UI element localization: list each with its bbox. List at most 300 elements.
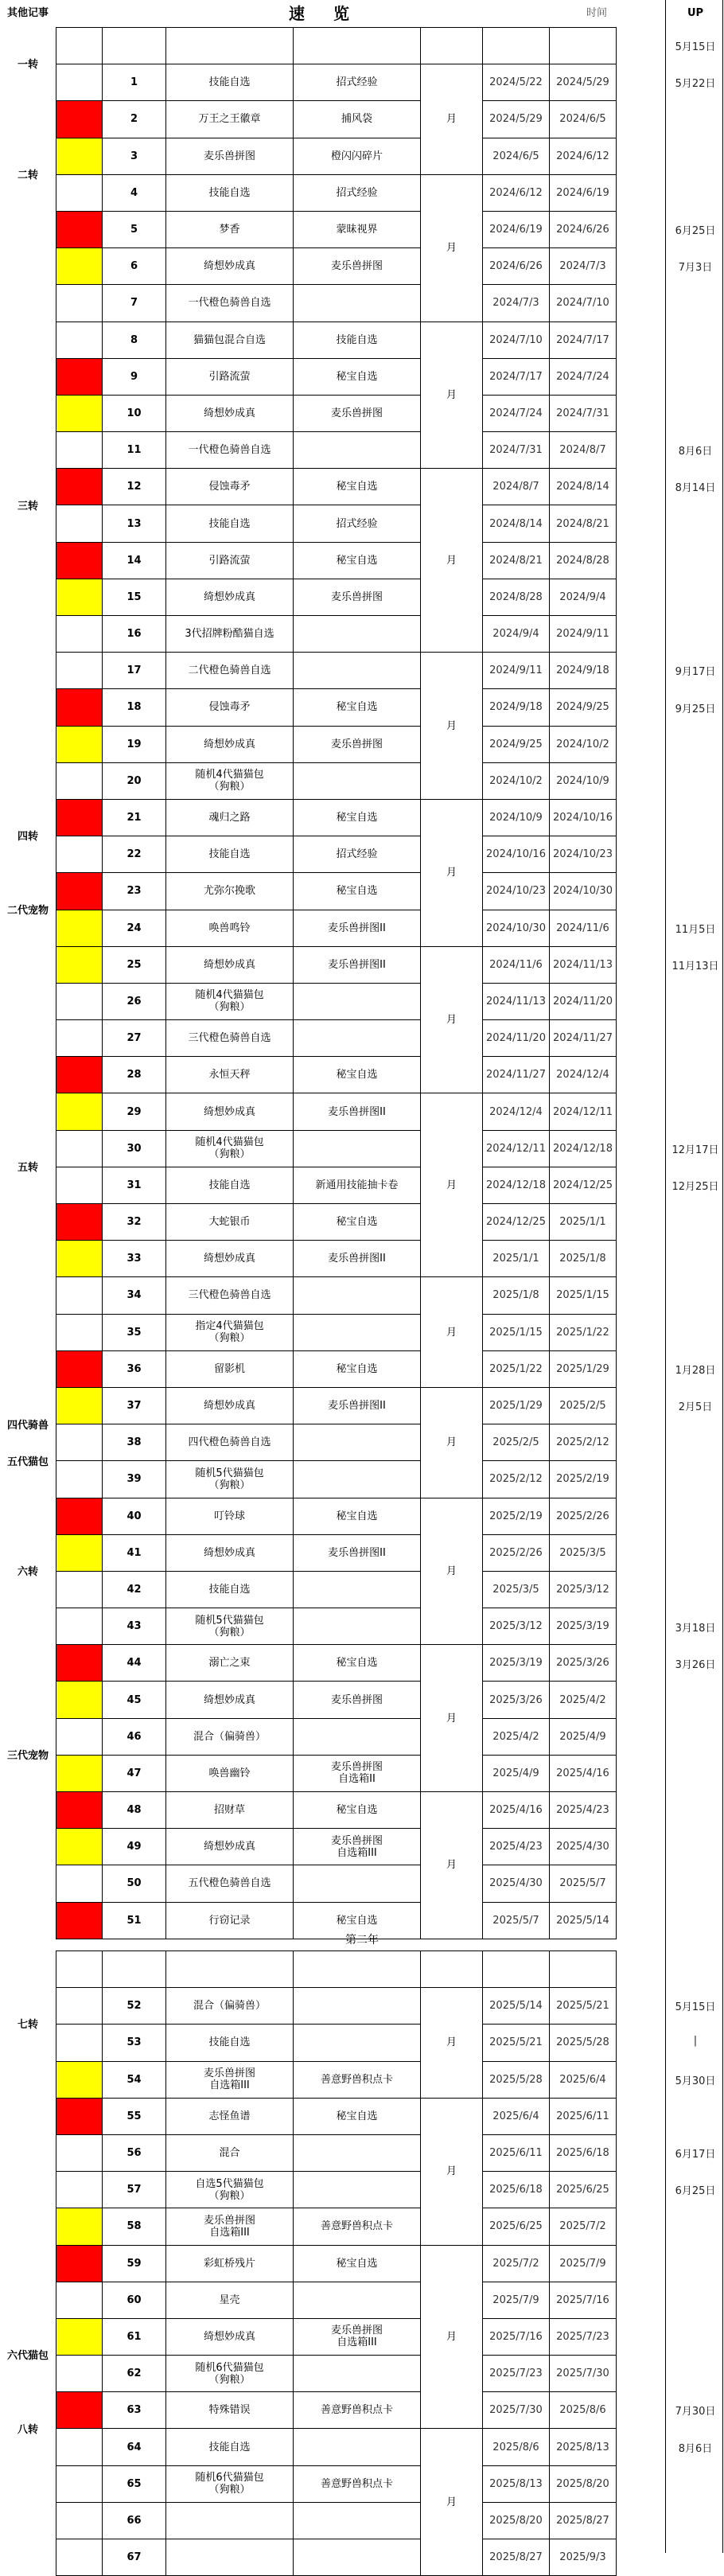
reward-b: 麦乐兽拼图II <box>294 1387 421 1424</box>
reward-a: 技能自选 <box>166 2025 294 2061</box>
reward-a: 绮想妙成真 <box>166 2318 294 2355</box>
start-date: 2024/5/29 <box>483 101 550 138</box>
color-swatch <box>56 2061 103 2098</box>
table-row <box>56 762 617 799</box>
reward-b: 秘宝自选 <box>294 1350 421 1387</box>
reward-b <box>294 2429 421 2465</box>
row-number: 12 <box>103 469 166 505</box>
color-swatch <box>56 322 103 358</box>
start-date: 2024/8/21 <box>483 542 550 579</box>
table-row <box>56 2134 617 2171</box>
table-row <box>56 1461 617 1498</box>
color-swatch <box>56 983 103 1019</box>
reward-b: 蒙昧视界 <box>294 211 421 247</box>
start-date: 2025/4/9 <box>483 1755 550 1791</box>
color-swatch <box>56 138 103 174</box>
row-number: 17 <box>103 653 166 689</box>
reward-a: 指定4代猫猫包 （狗粮） <box>166 1314 294 1350</box>
row-number: 58 <box>103 2208 166 2245</box>
up-column-header: UP <box>687 7 704 19</box>
month-cell: 月 <box>421 1645 483 1792</box>
up-divider <box>722 0 723 2553</box>
end-date: 2024/6/19 <box>550 174 617 211</box>
end-date: 2025/9/3 <box>550 2539 617 2576</box>
reward-b: 麦乐兽拼图II <box>294 946 421 983</box>
reward-a: 三代橙色骑兽自选 <box>166 1020 294 1057</box>
end-date: 2024/12/11 <box>550 1093 617 1130</box>
reward-a: 麦乐兽拼图 自选箱III <box>166 2208 294 2245</box>
end-date: 2025/8/27 <box>550 2502 617 2539</box>
reward-b: 技能自选 <box>294 322 421 358</box>
reward-b: 秘宝自选 <box>294 469 421 505</box>
end-date: 2025/7/30 <box>550 2356 617 2392</box>
end-date: 2024/11/20 <box>550 983 617 1019</box>
reward-a: 叮铃球 <box>166 1498 294 1534</box>
side-note: 六转 <box>17 1566 38 1579</box>
start-date: 2025/4/30 <box>483 1865 550 1902</box>
color-swatch <box>56 579 103 615</box>
reward-a: 行窃记录 <box>166 1902 294 1939</box>
reward-b: 秘宝自选 <box>294 1902 421 1939</box>
end-date: 2025/8/13 <box>550 2429 617 2465</box>
end-date: 2024/10/23 <box>550 836 617 873</box>
month-cell: 月 <box>421 322 483 469</box>
reward-a: 三代橙色骑兽自选 <box>166 1277 294 1314</box>
table-row <box>56 2429 617 2465</box>
end-date: 2024/12/18 <box>550 1130 617 1167</box>
empty-cell <box>550 1951 617 1988</box>
end-date: 2025/5/7 <box>550 1865 617 1902</box>
table-row <box>56 64 617 101</box>
start-date: 2025/1/22 <box>483 1350 550 1387</box>
row-number: 54 <box>103 2061 166 2098</box>
up-note: 12月25日 <box>671 1181 719 1194</box>
row-number: 60 <box>103 2282 166 2318</box>
end-date: 2025/4/9 <box>550 1718 617 1755</box>
reward-b <box>294 1865 421 1902</box>
row-number: 63 <box>103 2392 166 2429</box>
reward-a: 麦乐兽拼图 自选箱III <box>166 2061 294 2098</box>
start-date: 2024/8/14 <box>483 505 550 542</box>
side-note: 四转 <box>17 831 38 844</box>
reward-a: 技能自选 <box>166 1571 294 1608</box>
month-cell: 月 <box>421 2429 483 2576</box>
start-date: 2024/5/22 <box>483 64 550 101</box>
end-date: 2024/5/29 <box>550 64 617 101</box>
reward-a: 二代橙色骑兽自选 <box>166 653 294 689</box>
reward-b: 麦乐兽拼图 自选箱III <box>294 2318 421 2355</box>
table-row <box>56 873 617 910</box>
start-date: 2025/3/26 <box>483 1682 550 1718</box>
color-swatch <box>56 505 103 542</box>
reward-b <box>294 762 421 799</box>
end-date: 2024/12/25 <box>550 1167 617 1203</box>
month-cell: 月 <box>421 1387 483 1498</box>
row-number: 23 <box>103 873 166 910</box>
up-note: 1月28日 <box>675 1365 716 1378</box>
color-swatch <box>56 762 103 799</box>
end-date: 2025/4/23 <box>550 1792 617 1829</box>
reward-b <box>294 1314 421 1350</box>
color-swatch <box>56 1424 103 1461</box>
row-number: 65 <box>103 2465 166 2502</box>
row-number: 61 <box>103 2318 166 2355</box>
row-number: 39 <box>103 1461 166 1498</box>
start-date: 2025/5/14 <box>483 1988 550 2025</box>
reward-b: 秘宝自选 <box>294 873 421 910</box>
color-swatch <box>56 1829 103 1865</box>
table-row <box>56 616 617 653</box>
table-row <box>56 1204 617 1241</box>
table-row <box>56 2282 617 2318</box>
end-date: 2024/8/21 <box>550 505 617 542</box>
end-date: 2024/6/5 <box>550 101 617 138</box>
reward-a: 技能自选 <box>166 1167 294 1203</box>
empty-cell <box>483 28 550 64</box>
start-date: 2024/10/30 <box>483 910 550 946</box>
table-row <box>56 2502 617 2539</box>
reward-a: 绮想妙成真 <box>166 1241 294 1277</box>
start-date: 2025/1/1 <box>483 1241 550 1277</box>
start-date: 2024/7/10 <box>483 322 550 358</box>
reward-a: 技能自选 <box>166 64 294 101</box>
reward-a: 溺亡之束 <box>166 1645 294 1682</box>
row-number: 30 <box>103 1130 166 1167</box>
reward-b: 新通用技能抽卡卷 <box>294 1167 421 1203</box>
reward-a: 技能自选 <box>166 174 294 211</box>
start-date: 2025/6/4 <box>483 2098 550 2134</box>
page-title: 速 览 <box>289 4 356 23</box>
table-row <box>56 689 617 726</box>
start-date: 2024/10/2 <box>483 762 550 799</box>
table-row <box>56 1167 617 1203</box>
reward-a: 绮想妙成真 <box>166 395 294 431</box>
reward-b: 麦乐兽拼图 自选箱II <box>294 1755 421 1791</box>
reward-a: 一代橙色骑兽自选 <box>166 432 294 469</box>
up-note: 6月17日 <box>675 2149 716 2161</box>
reward-b: 麦乐兽拼图 <box>294 579 421 615</box>
row-number: 52 <box>103 1988 166 2025</box>
end-date: 2025/2/26 <box>550 1498 617 1534</box>
start-date: 2024/12/25 <box>483 1204 550 1241</box>
reward-a: 志怪鱼谱 <box>166 2098 294 2134</box>
row-number: 67 <box>103 2539 166 2576</box>
color-swatch <box>56 2356 103 2392</box>
reward-a: 尤弥尔挽歌 <box>166 873 294 910</box>
reward-a: 特殊错误 <box>166 2392 294 2429</box>
end-date: 2025/2/5 <box>550 1387 617 1424</box>
reward-b: 秘宝自选 <box>294 799 421 836</box>
reward-a: 绮想妙成真 <box>166 1387 294 1424</box>
row-number: 20 <box>103 762 166 799</box>
reward-b <box>294 1718 421 1755</box>
end-date: 2025/7/16 <box>550 2282 617 2318</box>
table-row <box>56 1130 617 1167</box>
empty-cell <box>421 28 483 64</box>
color-swatch <box>56 1350 103 1387</box>
up-note: | <box>693 2035 698 2048</box>
row-number: 10 <box>103 395 166 431</box>
reward-a <box>166 2502 294 2539</box>
start-date: 2025/7/23 <box>483 2356 550 2392</box>
color-swatch <box>56 211 103 247</box>
end-date: 2025/3/12 <box>550 1571 617 1608</box>
start-date: 2025/7/2 <box>483 2245 550 2282</box>
up-note: 6月25日 <box>675 225 716 237</box>
reward-a: 混合 <box>166 2134 294 2171</box>
reward-a: 猫猫包混合自选 <box>166 322 294 358</box>
color-swatch <box>56 2539 103 2576</box>
table-row <box>56 101 617 138</box>
reward-b: 秘宝自选 <box>294 2245 421 2282</box>
start-date: 2025/8/27 <box>483 2539 550 2576</box>
color-swatch <box>56 2392 103 2429</box>
month-cell: 月 <box>421 1988 483 2099</box>
reward-a: 自选5代猫猫包 （狗粮） <box>166 2172 294 2208</box>
end-date: 2024/12/4 <box>550 1057 617 1093</box>
row-number: 45 <box>103 1682 166 1718</box>
reward-b: 招式经验 <box>294 836 421 873</box>
table-row <box>56 910 617 946</box>
color-swatch <box>56 1093 103 1130</box>
start-date: 2025/6/18 <box>483 2172 550 2208</box>
color-swatch <box>56 2318 103 2355</box>
reward-a: 混合（偏骑兽） <box>166 1988 294 2025</box>
start-date: 2025/4/16 <box>483 1792 550 1829</box>
up-note: 7月30日 <box>675 2406 716 2418</box>
reward-a <box>166 2539 294 2576</box>
row-number: 46 <box>103 1718 166 1755</box>
up-note: 8月6日 <box>678 446 713 458</box>
reward-a: 随机5代猫猫包 （狗粮） <box>166 1608 294 1645</box>
reward-b <box>294 653 421 689</box>
reward-b <box>294 1277 421 1314</box>
reward-a: 绮想妙成真 <box>166 726 294 762</box>
end-date: 2024/9/4 <box>550 579 617 615</box>
color-swatch <box>56 2429 103 2465</box>
table-row <box>56 2318 617 2355</box>
reward-b: 招式经验 <box>294 505 421 542</box>
color-swatch <box>56 1682 103 1718</box>
row-number: 35 <box>103 1314 166 1350</box>
reward-b: 秘宝自选 <box>294 358 421 395</box>
row-number: 62 <box>103 2356 166 2392</box>
end-date: 2025/2/19 <box>550 1461 617 1498</box>
reward-b: 秘宝自选 <box>294 1057 421 1093</box>
start-date: 2024/7/17 <box>483 358 550 395</box>
end-date: 2024/6/26 <box>550 211 617 247</box>
reward-b <box>294 2172 421 2208</box>
color-swatch <box>56 64 103 101</box>
reward-b: 秘宝自选 <box>294 1645 421 1682</box>
table-row <box>56 1387 617 1424</box>
month-cell: 月 <box>421 64 483 175</box>
end-date: 2024/7/31 <box>550 395 617 431</box>
table-row <box>56 1755 617 1791</box>
table-row <box>56 542 617 579</box>
end-date: 2024/11/6 <box>550 910 617 946</box>
table-row <box>56 2392 617 2429</box>
start-date: 2024/8/7 <box>483 469 550 505</box>
color-swatch <box>56 1755 103 1791</box>
color-swatch <box>56 542 103 579</box>
reward-b: 秘宝自选 <box>294 689 421 726</box>
start-date: 2025/3/12 <box>483 1608 550 1645</box>
end-date: 2024/8/14 <box>550 469 617 505</box>
row-number: 43 <box>103 1608 166 1645</box>
table-row <box>56 505 617 542</box>
up-note: 5月22日 <box>675 78 716 91</box>
reward-a: 大蛇银币 <box>166 1204 294 1241</box>
reward-b: 麦乐兽拼图II <box>294 1534 421 1571</box>
notes-column-header: 其他记事 <box>6 7 49 19</box>
end-date: 2025/5/21 <box>550 1988 617 2025</box>
reward-b <box>294 2356 421 2392</box>
month-cell: 月 <box>421 2245 483 2429</box>
reward-b: 麦乐兽拼图II <box>294 1241 421 1277</box>
start-date: 2024/9/25 <box>483 726 550 762</box>
start-date: 2025/6/25 <box>483 2208 550 2245</box>
row-number: 42 <box>103 1571 166 1608</box>
row-number: 13 <box>103 505 166 542</box>
start-date: 2025/6/11 <box>483 2134 550 2171</box>
table-row <box>56 1645 617 1682</box>
row-number: 34 <box>103 1277 166 1314</box>
reward-a: 绮想妙成真 <box>166 1093 294 1130</box>
row-number: 8 <box>103 322 166 358</box>
start-date: 2025/8/20 <box>483 2502 550 2539</box>
reward-b: 招式经验 <box>294 64 421 101</box>
up-note: 6月25日 <box>675 2185 716 2198</box>
start-date: 2024/10/9 <box>483 799 550 836</box>
side-note: 四代骑兽 <box>6 1419 49 1432</box>
end-date: 2025/8/6 <box>550 2392 617 2429</box>
row-number: 55 <box>103 2098 166 2134</box>
month-cell: 月 <box>421 469 483 653</box>
row-number: 48 <box>103 1792 166 1829</box>
row-number: 3 <box>103 138 166 174</box>
table-row <box>56 322 617 358</box>
end-date: 2025/4/16 <box>550 1755 617 1791</box>
start-date: 2025/5/21 <box>483 2025 550 2061</box>
row-number: 29 <box>103 1093 166 1130</box>
side-note: 七转 <box>17 2019 38 2032</box>
end-date: 2025/1/22 <box>550 1314 617 1350</box>
reward-b: 麦乐兽拼图 <box>294 395 421 431</box>
table-row <box>56 2208 617 2245</box>
row-number: 36 <box>103 1350 166 1387</box>
row-number: 32 <box>103 1204 166 1241</box>
reward-a: 招财草 <box>166 1792 294 1829</box>
color-swatch <box>56 1645 103 1682</box>
up-note: 9月17日 <box>675 666 716 679</box>
month-cell: 月 <box>421 946 483 1093</box>
color-swatch <box>56 726 103 762</box>
table-row <box>56 1241 617 1277</box>
row-number: 5 <box>103 211 166 247</box>
row-number: 19 <box>103 726 166 762</box>
start-date: 2024/12/18 <box>483 1167 550 1203</box>
month-cell: 月 <box>421 653 483 800</box>
table-row <box>56 1865 617 1902</box>
table-row <box>56 1020 617 1057</box>
row-number: 14 <box>103 542 166 579</box>
end-date: 2025/7/9 <box>550 2245 617 2282</box>
reward-a: 随机4代猫猫包 （狗粮） <box>166 983 294 1019</box>
time-column-header: 时间 <box>586 7 607 19</box>
row-number: 47 <box>103 1755 166 1791</box>
start-date: 2025/8/6 <box>483 2429 550 2465</box>
up-note: 7月3日 <box>678 262 713 275</box>
color-swatch <box>56 946 103 983</box>
end-date: 2025/5/28 <box>550 2025 617 2061</box>
up-note: 5月15日 <box>675 2001 716 2014</box>
start-date: 2025/1/29 <box>483 1387 550 1424</box>
table-row <box>56 653 617 689</box>
reward-b: 秘宝自选 <box>294 1792 421 1829</box>
row-number: 37 <box>103 1387 166 1424</box>
color-swatch <box>56 2208 103 2245</box>
reward-b: 善意野兽积点卡 <box>294 2465 421 2502</box>
up-note: 12月17日 <box>671 1144 719 1156</box>
start-date: 2024/7/31 <box>483 432 550 469</box>
row-number: 26 <box>103 983 166 1019</box>
color-swatch <box>56 2025 103 2061</box>
reward-a: 3代招牌粉酷猫自选 <box>166 616 294 653</box>
color-swatch <box>56 2172 103 2208</box>
reward-b: 捕风袋 <box>294 101 421 138</box>
reward-a: 技能自选 <box>166 505 294 542</box>
schedule-grid <box>56 1951 617 2576</box>
reward-b: 麦乐兽拼图 <box>294 1682 421 1718</box>
start-date: 2024/12/11 <box>483 1130 550 1167</box>
reward-b <box>294 2539 421 2576</box>
color-swatch <box>56 616 103 653</box>
table-row <box>56 138 617 174</box>
row-number: 57 <box>103 2172 166 2208</box>
end-date: 2024/10/16 <box>550 799 617 836</box>
up-note: 9月25日 <box>675 703 716 715</box>
reward-a: 万王之王徽章 <box>166 101 294 138</box>
color-swatch <box>56 1167 103 1203</box>
table-row <box>56 432 617 469</box>
row-number: 27 <box>103 1020 166 1057</box>
row-number: 24 <box>103 910 166 946</box>
reward-b: 善意野兽积点卡 <box>294 2392 421 2429</box>
start-date: 2024/9/18 <box>483 689 550 726</box>
reward-a: 技能自选 <box>166 836 294 873</box>
reward-b: 麦乐兽拼图II <box>294 1093 421 1130</box>
color-swatch <box>56 1608 103 1645</box>
up-note: 5月15日 <box>675 41 716 53</box>
end-date: 2024/10/2 <box>550 726 617 762</box>
table-row <box>56 248 617 285</box>
table-row <box>56 1093 617 1130</box>
side-note: 八转 <box>17 2423 38 2436</box>
end-date: 2025/1/1 <box>550 1204 617 1241</box>
row-number: 38 <box>103 1424 166 1461</box>
color-swatch <box>56 653 103 689</box>
side-note: 一转 <box>17 59 38 72</box>
reward-a: 星壳 <box>166 2282 294 2318</box>
color-swatch <box>56 285 103 322</box>
color-swatch <box>56 1988 103 2025</box>
empty-cell <box>294 1951 421 1988</box>
reward-a: 随机6代猫猫包 （狗粮） <box>166 2465 294 2502</box>
row-number: 6 <box>103 248 166 285</box>
reward-b: 招式经验 <box>294 174 421 211</box>
up-note: 8月6日 <box>678 2442 713 2455</box>
